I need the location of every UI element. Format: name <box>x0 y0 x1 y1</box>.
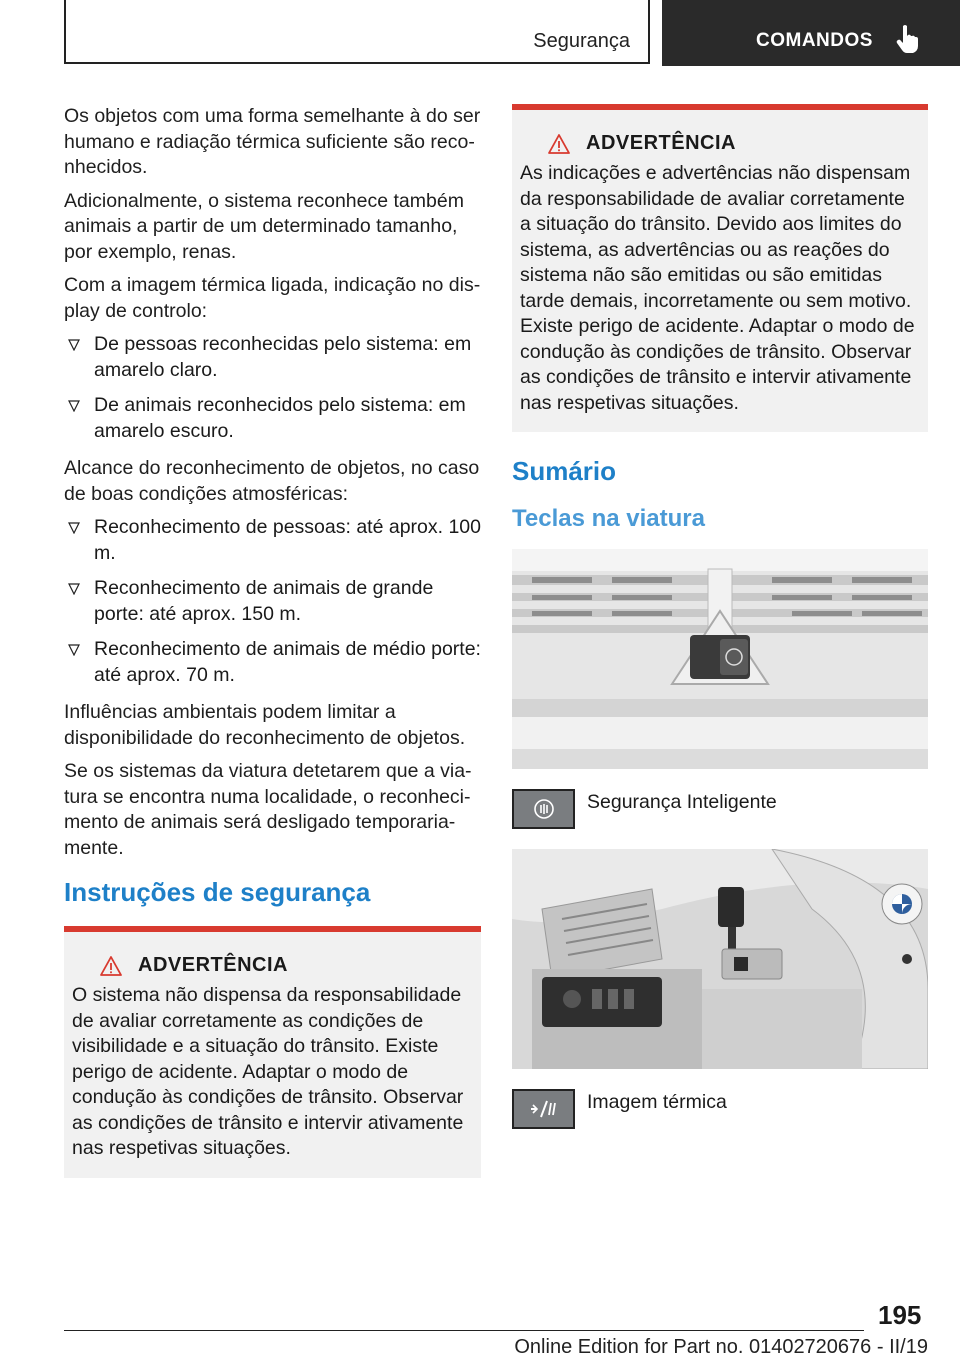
vehicle-interior-photo <box>512 849 928 1069</box>
button-label: Imagem térmica <box>587 1091 727 1113</box>
warning-text: O sistema não dispensa da responsabilidade de avaliar corretamente as condições de visibilidade e a situação do trânsito. Existe perigo de acidente. Adaptar o modo de condução às condições de trânsito. Observar as condições de trânsito e intervir ativamente nas respetivas situações. <box>72 984 464 1159</box>
warning-box <box>64 926 481 1178</box>
interior-illustration <box>512 849 928 1069</box>
header-section-title: Segurança <box>533 30 630 52</box>
warning-header <box>100 954 473 977</box>
warning-text: As indicações e advertências não dispensam da responsabilidade de avaliar corretamente a situação do trânsito. Devido aos limites do sistema, as advertências ou as reações do sistema não são emitidas ou são emitidas tarde demais, incorretamente ou sem motivo. Existe perigo de acidente. Adaptar o modo de condução às condições de trânsito. Observar as condições de trânsito e intervir ativamente nas respetivas situações. <box>520 162 915 414</box>
intelligent-safety-button[interactable] <box>512 789 575 829</box>
button-label: Segurança Inteligente <box>587 791 777 813</box>
intelligent-safety-icon <box>532 797 556 821</box>
header-chapter-label: COMANDOS <box>756 30 873 51</box>
list-item: De pessoas reconhecidas pelo sistema: em amarelo claro. <box>64 332 481 383</box>
vehicle-grille-photo <box>512 549 928 769</box>
subsection-title: Teclas na viatura <box>512 505 705 532</box>
triangle-bullet-icon <box>68 522 80 534</box>
footer-edition: Online Edition for Part no. 01402720676 - II/19 <box>514 1336 928 1358</box>
section-title: Sumário <box>512 456 617 486</box>
header-section-box <box>64 0 650 64</box>
warning-title: ADVERTÊNCIA <box>138 954 288 976</box>
paragraph: Influências ambientais podem limitar a disponibilidade do reconhecimento de objetos. <box>64 701 466 749</box>
paragraph: Se os sistemas da viatura detetarem que a viatura se encontra numa localidade, o reconhecimento de animais será desligado temporariamente. <box>64 760 472 859</box>
triangle-bullet-icon <box>68 400 80 412</box>
left-column <box>64 104 481 1178</box>
triangle-bullet-icon <box>68 583 80 595</box>
warning-box <box>512 104 928 432</box>
list-item: Reconhecimento de pessoas: até aprox. 100 m. <box>64 515 481 566</box>
triangle-bullet-icon <box>68 644 80 656</box>
thermal-image-button[interactable] <box>512 1089 575 1129</box>
paragraph: Adicionalmente, o sistema reconhece também animais a partir de um determinado tamanho, por exemplo, renas. <box>64 189 464 263</box>
list-item: De animais reconhecidos pelo sistema: em amarelo escuro. <box>64 393 481 444</box>
right-column <box>512 104 928 1149</box>
page-header <box>0 0 960 66</box>
detection-range-list <box>64 515 481 688</box>
hand-pointer-icon <box>896 24 918 54</box>
button-legend-row <box>512 1089 928 1129</box>
section-title: Instruções de segurança <box>64 877 371 907</box>
thermal-image-icon <box>527 1097 561 1121</box>
warning-triangle-icon <box>100 956 122 976</box>
button-legend-row <box>512 789 928 829</box>
paragraph: Com a imagem térmica ligada, indicação no display de controlo: <box>64 274 481 322</box>
triangle-bullet-icon <box>68 339 80 351</box>
list-item: Reconhecimento de animais de grande porte: até aprox. 150 m. <box>64 576 481 627</box>
paragraph: Alcance do reconhecimento de objetos, no caso de boas condições atmosféricas: <box>64 457 480 505</box>
paragraph: Os objetos com uma forma semelhante à do ser humano e radiação térmica suficiente são reconhecidos. <box>64 105 481 178</box>
display-indication-list <box>64 332 481 444</box>
warning-header <box>548 132 920 155</box>
footer-divider <box>64 1330 864 1331</box>
warning-title: ADVERTÊNCIA <box>586 132 736 154</box>
page-number: 195 <box>878 1300 922 1330</box>
warning-triangle-icon <box>548 134 570 154</box>
grille-illustration <box>512 549 928 769</box>
header-chapter-tab <box>662 0 960 66</box>
list-item: Reconhecimento de animais de médio porte: até aprox. 70 m. <box>64 637 481 688</box>
